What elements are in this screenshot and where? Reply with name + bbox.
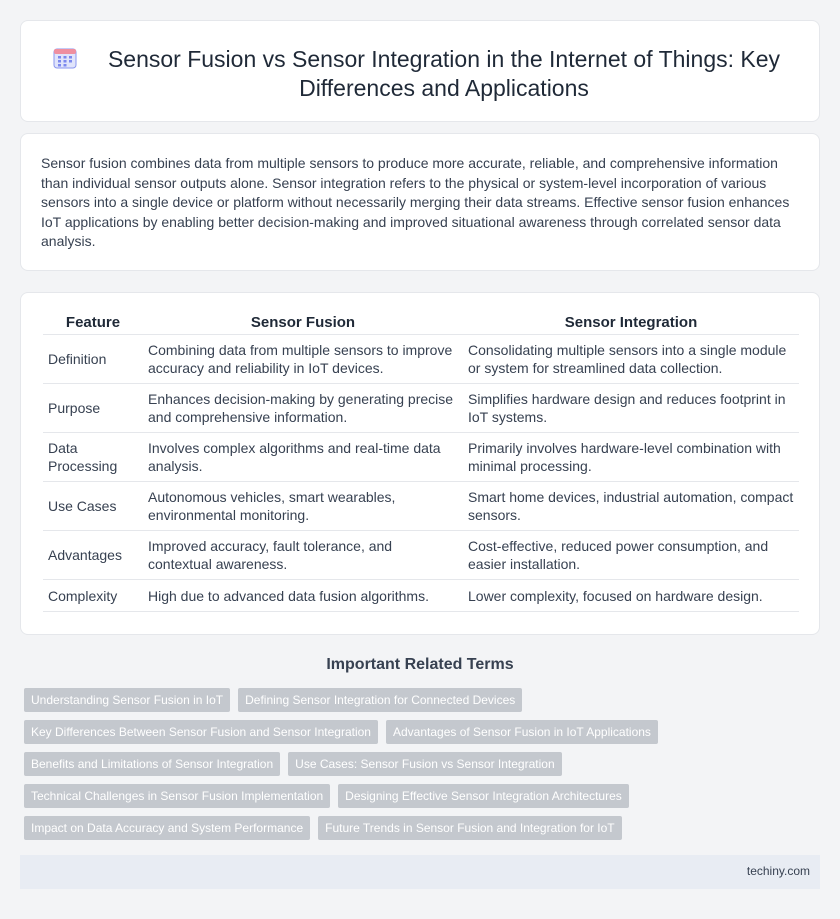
feature-cell: Advantages <box>43 531 143 580</box>
related-term-tag[interactable]: Advantages of Sensor Fusion in IoT Applications <box>386 720 658 744</box>
intro-card <box>20 133 820 271</box>
feature-cell: Purpose <box>43 384 143 433</box>
feature-cell: Complexity <box>43 580 143 612</box>
related-terms-list <box>24 688 824 848</box>
intro-paragraph: Sensor fusion combines data from multiple sensors to produce more accurate, reliable, and comprehensive information than individual sensor outputs alone. Sensor integration refers to the physical or system-level incorporation of various sensors into a single device or platform without necessarily merging their data streams. Effective sensor fusion enhances IoT applications by enabling better decision-making and improved situational awareness through correlated sensor data analysis. <box>41 155 790 249</box>
header-sensor-fusion: Sensor Fusion <box>143 309 463 335</box>
header-card <box>20 20 820 122</box>
fusion-cell: Enhances decision-making by generating precise and comprehensive information. <box>143 384 463 433</box>
feature-cell: Data Processing <box>43 433 143 482</box>
related-term-tag[interactable]: Technical Challenges in Sensor Fusion Implementation <box>24 784 330 808</box>
feature-cell: Definition <box>43 335 143 384</box>
related-term-tag[interactable]: Impact on Data Accuracy and System Performance <box>24 816 310 840</box>
table-row <box>43 384 799 433</box>
comparison-table-card <box>20 292 820 635</box>
table-header-row <box>43 309 799 335</box>
table-row <box>43 335 799 384</box>
related-term-tag[interactable]: Designing Effective Sensor Integration Architectures <box>338 784 629 808</box>
table-row <box>43 433 799 482</box>
related-terms-title: Important Related Terms <box>326 656 514 673</box>
related-term-tag[interactable]: Defining Sensor Integration for Connected Devices <box>238 688 522 712</box>
integration-cell: Primarily involves hardware-level combination with minimal processing. <box>463 433 799 482</box>
related-term-tag[interactable]: Key Differences Between Sensor Fusion and Sensor Integration <box>24 720 378 744</box>
header-feature: Feature <box>43 309 143 335</box>
page-title: Sensor Fusion vs Sensor Integration in the Internet of Things: Key Differences and Applications <box>107 46 781 101</box>
header-sensor-integration: Sensor Integration <box>463 309 799 335</box>
footer <box>20 855 820 889</box>
footer-site-link[interactable]: techiny.com <box>746 864 810 878</box>
feature-cell: Use Cases <box>43 482 143 531</box>
related-term-tag[interactable]: Use Cases: Sensor Fusion vs Sensor Integration <box>288 752 561 776</box>
integration-cell: Consolidating multiple sensors into a single module or system for streamlined data collection. <box>463 335 799 384</box>
integration-cell: Cost-effective, reduced power consumption, and easier installation. <box>463 531 799 580</box>
related-term-tag[interactable]: Understanding Sensor Fusion in IoT <box>24 688 230 712</box>
related-term-tag[interactable]: Benefits and Limitations of Sensor Integration <box>24 752 280 776</box>
integration-cell: Smart home devices, industrial automation, compact sensors. <box>463 482 799 531</box>
comparison-table <box>43 309 799 612</box>
table-row <box>43 531 799 580</box>
table-row <box>43 580 799 612</box>
fusion-cell: Improved accuracy, fault tolerance, and contextual awareness. <box>143 531 463 580</box>
table-row <box>43 482 799 531</box>
fusion-cell: Combining data from multiple sensors to improve accuracy and reliability in IoT devices. <box>143 335 463 384</box>
fusion-cell: Autonomous vehicles, smart wearables, environmental monitoring. <box>143 482 463 531</box>
integration-cell: Lower complexity, focused on hardware design. <box>463 580 799 612</box>
fusion-cell: High due to advanced data fusion algorithms. <box>143 580 463 612</box>
related-term-tag[interactable]: Future Trends in Sensor Fusion and Integration for IoT <box>318 816 622 840</box>
integration-cell: Simplifies hardware design and reduces footprint in IoT systems. <box>463 384 799 433</box>
fusion-cell: Involves complex algorithms and real-time data analysis. <box>143 433 463 482</box>
